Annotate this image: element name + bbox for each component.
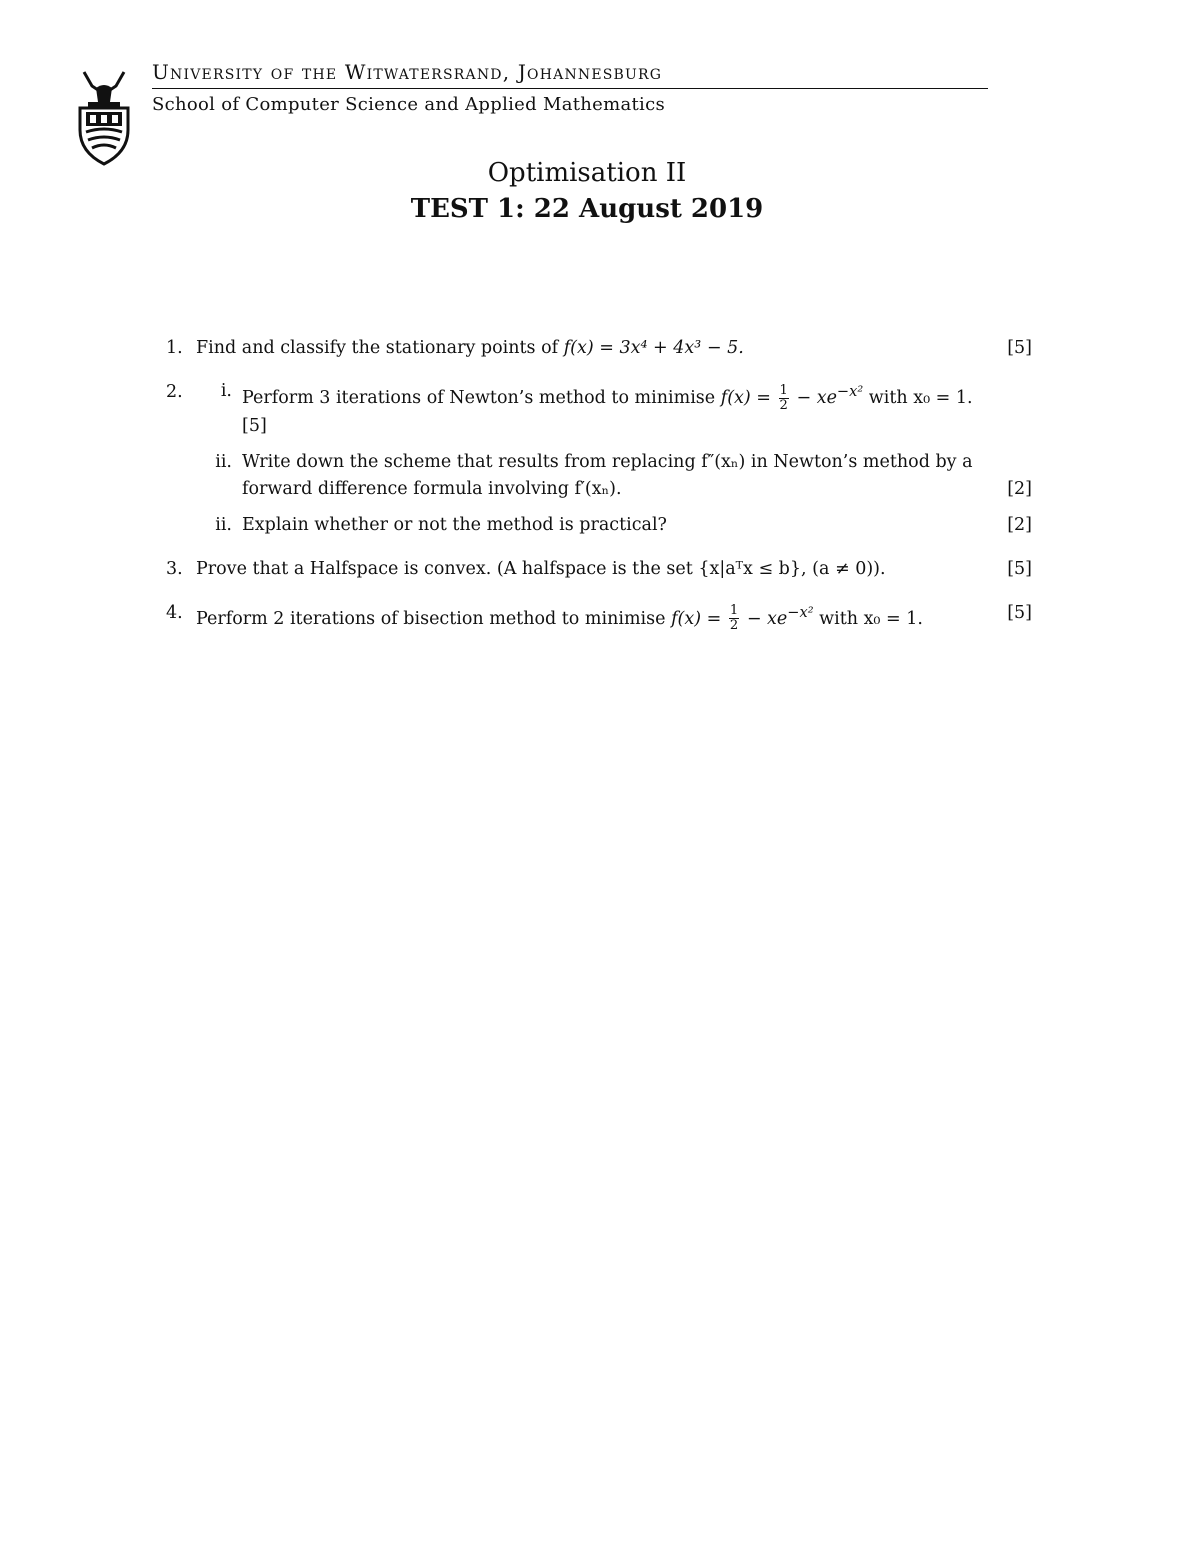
- question-number: 1.: [166, 338, 183, 358]
- question-marks: [5]: [1007, 338, 1032, 358]
- document-title-block: [0, 155, 1174, 227]
- question-2-part-ii: [196, 449, 1032, 503]
- formula-tail: with x₀ = 1.: [819, 608, 923, 629]
- part-marks: [2]: [1007, 478, 1032, 499]
- fraction-numerator: 1: [779, 382, 788, 398]
- part-marks: [2]: [1007, 514, 1032, 535]
- formula-exponent: −x²: [836, 383, 864, 400]
- formula-lhs: f(x) =: [720, 387, 771, 408]
- question-1: [166, 334, 1032, 362]
- university-crest-logo: [74, 68, 134, 168]
- document-header: [152, 60, 988, 115]
- fraction-numerator: 1: [729, 603, 739, 619]
- question-text: Perform 2 iterations of bisection method to minimise: [196, 608, 666, 629]
- test-title: TEST 1: 22 August 2019: [410, 194, 764, 224]
- part-text-line-1: Write down the scheme that results from replacing f″(xₙ) in Newton’s method by a: [242, 451, 973, 472]
- formula-rhs: − xe: [746, 608, 788, 629]
- question-2: [166, 378, 1032, 539]
- part-text: Perform 3 iterations of Newton’s method to minimise: [242, 387, 716, 408]
- part-text: Explain whether or not the method is practical?: [242, 514, 667, 535]
- question-formula: f(x) = 3x⁴ + 4x³ − 5.: [563, 338, 744, 358]
- question-2-part-iii: [196, 512, 1032, 539]
- question-4: [166, 599, 1032, 634]
- question-marks: [5]: [1007, 558, 1032, 579]
- formula-rhs: − xe: [796, 387, 837, 408]
- university-name: University of the Witwatersrand, Johannesburg: [152, 60, 988, 89]
- formula-exponent: −x²: [787, 603, 814, 621]
- question-number: 2.: [166, 382, 183, 402]
- part-marks: [5]: [242, 415, 267, 436]
- question-text: Find and classify the stationary points of: [196, 338, 559, 358]
- question-number: 3.: [166, 558, 183, 579]
- part-number: i.: [220, 381, 232, 401]
- question-2-part-i: [196, 378, 1032, 440]
- part-text-line-2: forward difference formula involving f′(xₙ).: [242, 478, 622, 499]
- question-text: Prove that a Halfspace is convex. (A halfspace is the set {x|aᵀx ≤ b}, (a ≠ 0)).: [196, 558, 886, 579]
- fraction-denominator: 2: [779, 397, 788, 413]
- question-3: [166, 555, 1032, 583]
- question-list: [166, 334, 1032, 633]
- school-name: School of Computer Science and Applied Mathematics: [152, 94, 666, 115]
- part-number: ii.: [215, 514, 232, 535]
- formula-tail: with x₀ = 1.: [868, 387, 973, 408]
- part-number: ii.: [215, 451, 232, 472]
- fraction: [779, 384, 789, 413]
- formula-lhs: f(x) =: [671, 608, 722, 629]
- question-marks: [5]: [1007, 602, 1032, 623]
- question-number: 4.: [166, 602, 183, 623]
- fraction-denominator: 2: [729, 618, 739, 634]
- course-title: Optimisation II: [487, 158, 687, 188]
- fraction: [729, 604, 739, 633]
